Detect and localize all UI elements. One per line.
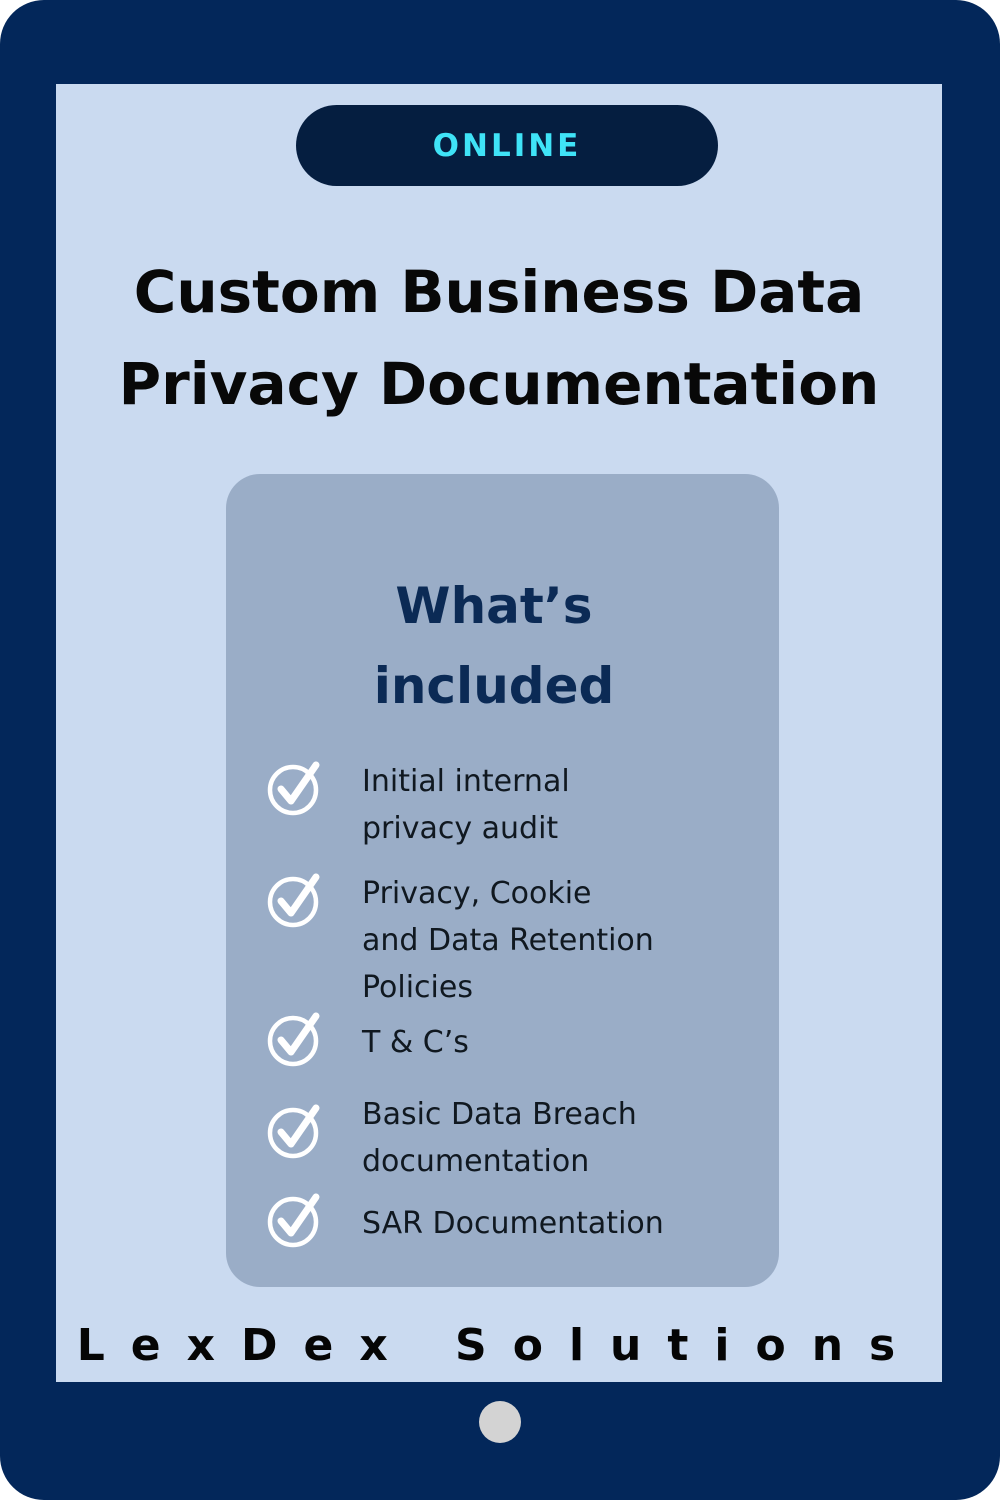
included-heading-line-1: What’s [395, 577, 593, 635]
brand-name: LexDex Solutions [76, 1320, 922, 1371]
check-circle-icon [266, 758, 326, 818]
list-item-label: Privacy, Cookie and Data Retention Policies [362, 876, 654, 1005]
list-item-label: Basic Data Breach documentation [362, 1097, 637, 1179]
online-badge-label: ONLINE [432, 127, 582, 164]
check-circle-icon [266, 1009, 326, 1069]
page-title-line-2: Privacy Documentation [118, 350, 880, 418]
included-card [226, 474, 779, 1287]
included-heading-line-2: included [373, 657, 615, 715]
tablet-screen [56, 84, 942, 1382]
online-badge [296, 105, 718, 186]
page-title-line-1: Custom Business Data [133, 258, 865, 326]
check-circle-icon [266, 1101, 326, 1161]
check-circle-icon [266, 870, 326, 930]
included-heading [226, 566, 762, 726]
list-item-label: Initial internal privacy audit [362, 764, 570, 846]
list-item-label: T & C’s [362, 1025, 469, 1060]
list-item-label: SAR Documentation [362, 1206, 664, 1241]
check-circle-icon [266, 1190, 326, 1250]
page-title [56, 246, 942, 430]
home-button[interactable] [479, 1401, 521, 1443]
